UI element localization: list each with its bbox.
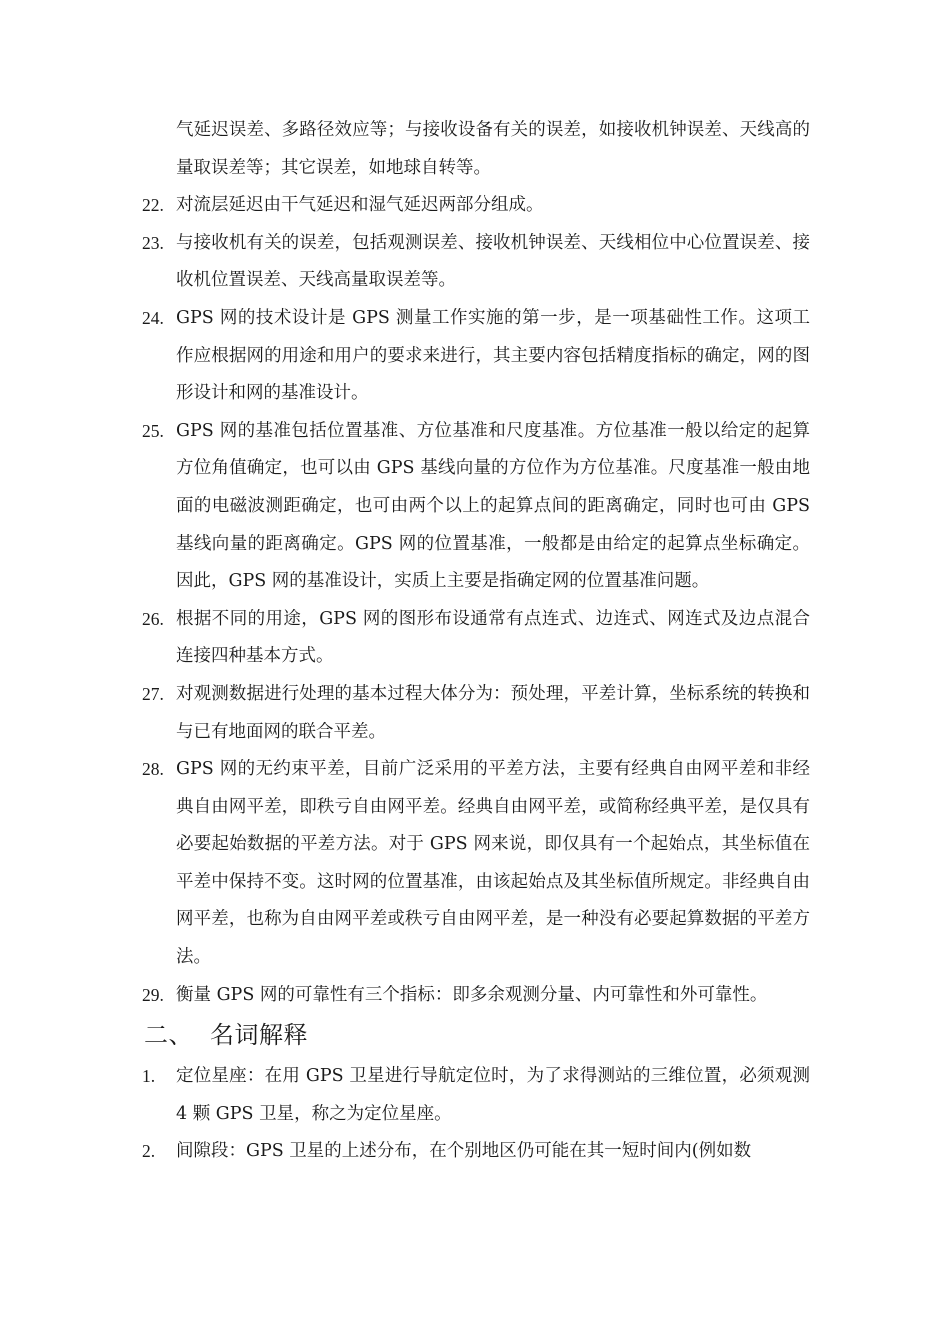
item-text: 间隙段：GPS 卫星的上述分布，在个别地区仍可能在其一短时间内(例如数 bbox=[176, 1141, 752, 1162]
list-item-27 bbox=[142, 676, 810, 751]
item-text: 根据不同的用途，GPS 网的图形布设通常有点连式、边连式、网连式及边点混合连接四种基本方式。 bbox=[176, 608, 810, 667]
page-content bbox=[142, 112, 810, 1171]
list-item-29 bbox=[142, 977, 810, 1015]
list-item-22 bbox=[142, 187, 810, 225]
item-text: GPS 网的无约束平差，目前广泛采用的平差方法，主要有经典自由网平差和非经典自由网平差，即秩亏自由网平差。经典自由网平差，或简称经典平差，是仅具有必要起始数据的平差方法。对于 GPS 网来说，即仅具有一个起始点，其坐标值在平差中保持不变。这时网的位置基准，由该起始点及其坐标值所规定。非经典自由网平差，也称为自由网平差或秩亏自由网平差，是一种没有必要起算数据的平差方法。 bbox=[176, 759, 810, 968]
item-text: 与接收机有关的误差，包括观测误差、接收机钟误差、天线相位中心位置误差、接收机位置误差、天线高量取误差等。 bbox=[176, 232, 810, 291]
definition-item-2 bbox=[142, 1133, 810, 1171]
section-number: 二、 bbox=[144, 1021, 193, 1050]
item-text: 对观测数据进行处理的基本过程大体分为：预处理，平差计算，坐标系统的转换和与已有地面网的联合平差。 bbox=[176, 683, 810, 742]
item-text: 对流层延迟由干气延迟和湿气延迟两部分组成。 bbox=[176, 195, 544, 216]
item-number: 27. bbox=[142, 683, 164, 704]
item-number: 25. bbox=[142, 420, 164, 441]
item-number: 24. bbox=[142, 307, 164, 328]
item-text: GPS 网的技术设计是 GPS 测量工作实施的第一步，是一项基础性工作。这项工作应根据网的用途和用户的要求来进行，其主要内容包括精度指标的确定，网的图形设计和网的基准设计。 bbox=[176, 307, 810, 404]
item-number: 1. bbox=[142, 1066, 156, 1087]
section-heading bbox=[142, 1014, 810, 1056]
item-number: 2. bbox=[142, 1141, 156, 1162]
continued-paragraph: 气延迟误差、多路径效应等；与接收设备有关的误差，如接收机钟误差、天线高的量取误差等；其它误差，如地球自转等。 bbox=[176, 120, 810, 178]
list-item-25 bbox=[142, 413, 810, 601]
item-text: 衡量 GPS 网的可靠性有三个指标：即多余观测分量、内可靠性和外可靠性。 bbox=[176, 984, 768, 1005]
item-text: GPS 网的基准包括位置基准、方位基准和尺度基准。方位基准一般以给定的起算方位角值确定，也可以由 GPS 基线向量的方位作为方位基准。尺度基准一般由地面的电磁波测距确定，也可由两个以上的起算点间的距离确定，同时也可由 GPS 基线向量的距离确定。GPS 网的位置基准，一般都是由给定的起算点坐标确定。因此，GPS 网的基准设计，实质上主要是指确定网的位置基准问题。 bbox=[176, 420, 810, 592]
definition-item-1 bbox=[142, 1058, 810, 1133]
list-item-23 bbox=[142, 225, 810, 300]
list-item-28 bbox=[142, 751, 810, 977]
item-number: 26. bbox=[142, 608, 164, 629]
item-number: 22. bbox=[142, 195, 164, 216]
item-text: 定位星座：在用 GPS 卫星进行导航定位时，为了求得测站的三维位置，必须观测 4 颗 GPS 卫星，称之为定位星座。 bbox=[176, 1066, 810, 1124]
list-item-24 bbox=[142, 300, 810, 413]
item-number: 28. bbox=[142, 759, 164, 780]
item-number: 29. bbox=[142, 984, 164, 1005]
section-title: 名词解释 bbox=[210, 1021, 308, 1050]
list-item-26 bbox=[142, 601, 810, 676]
item-number: 23. bbox=[142, 232, 164, 253]
